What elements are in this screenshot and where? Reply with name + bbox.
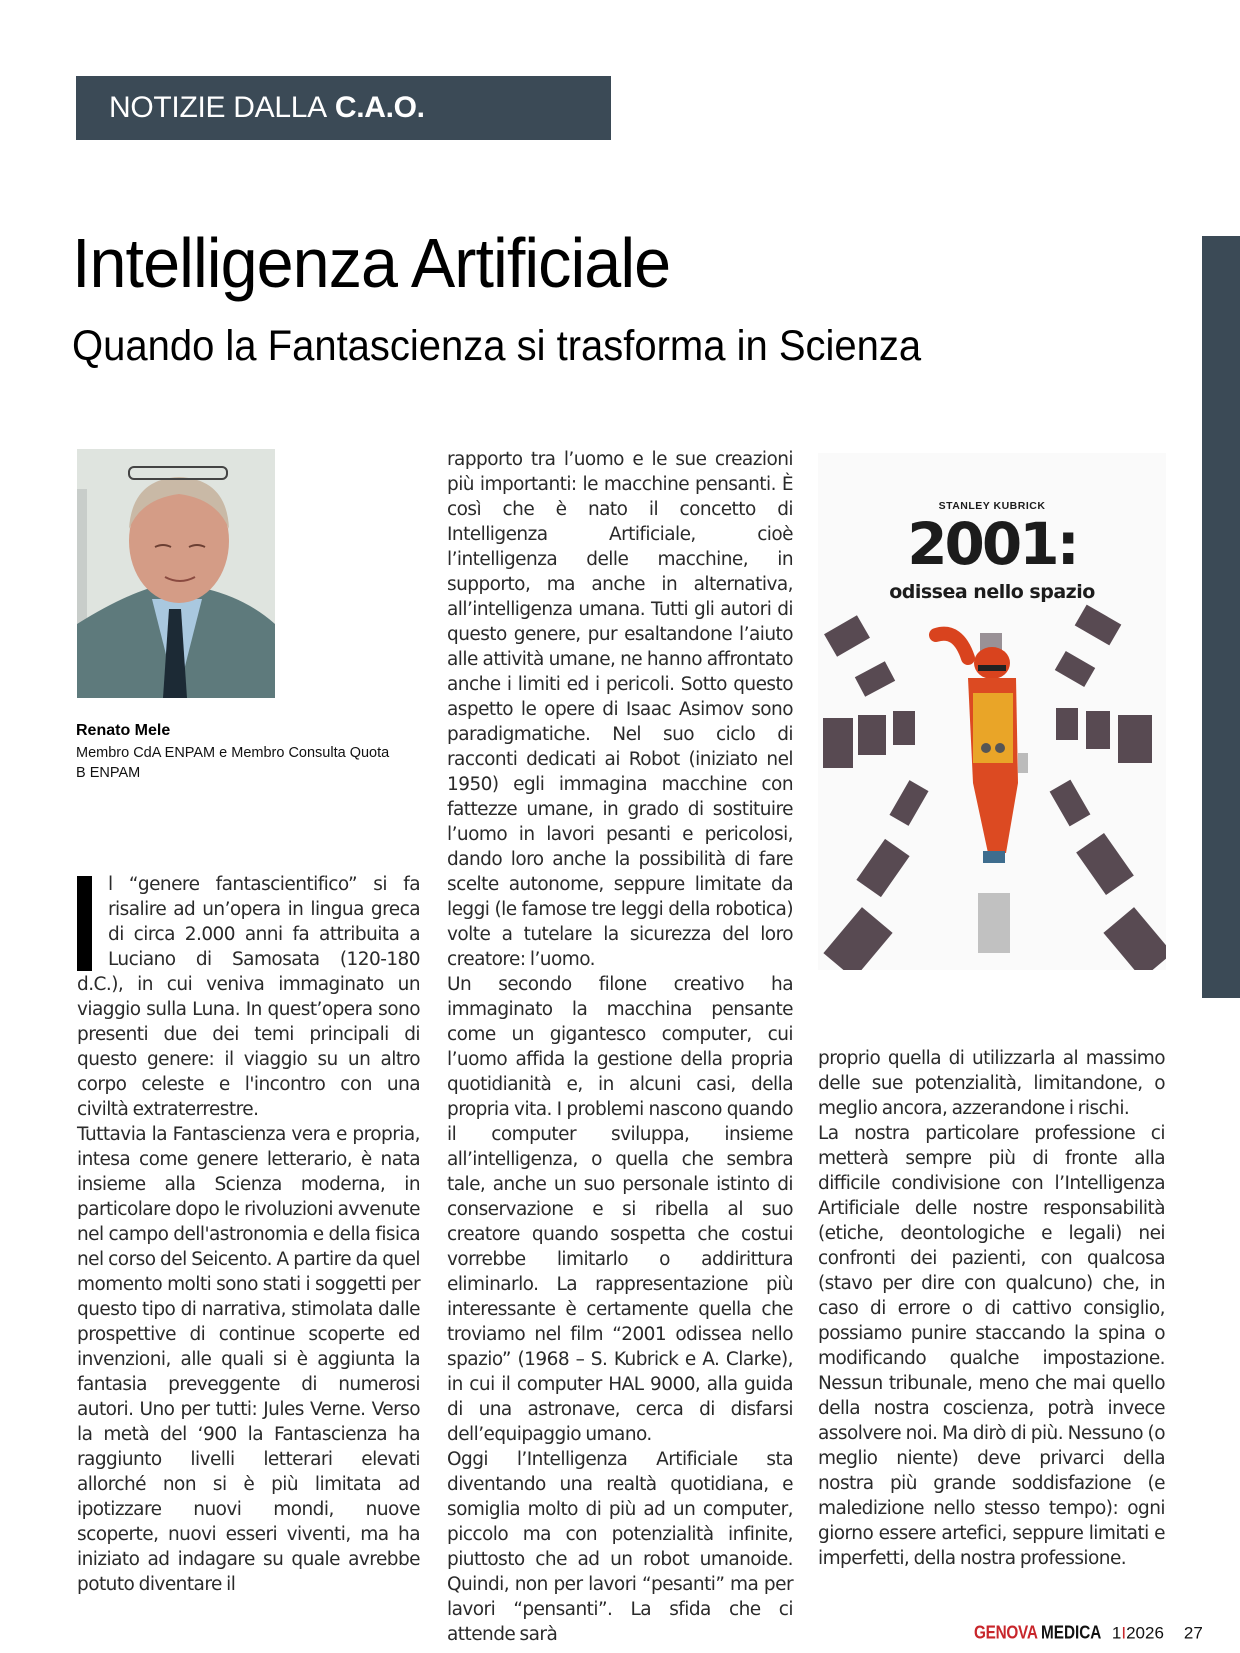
section-highlight: C.A.O. <box>334 91 425 124</box>
body-column-2 <box>447 447 793 1647</box>
paragraph: rapporto tra l’uomo e le sue creazioni più importanti: le macchine pensanti. È così che è nato il concetto di Intelligenza Artificiale, cioè l’intelligenza delle macchine, in supporto, ma anche in alternativa, all’intelligenza umana. Tutti gli autori di questo genere, pur esaltandone l’aiuto alle attività umane, ne hanno affrontato anche i limiti ed i pericoli. Sotto questo aspetto le opere di Isaac Asimov sono paradigmatiche. Nel suo ciclo di racconti dedicati ai Robot (iniziato nel 1950) egli immagina macchine con fattezze umane, in grado di sostituire l’uomo in lavori pesanti e pericolosi, dando loro anche la possibilità di fare scelte autonome, seppure limitate da leggi (le famose tre leggi della robotica) volte a tutelare la sicurezza del loro creatore: l’uomo. <box>447 449 793 970</box>
footer-brand-medica: MEDICA <box>1040 1622 1102 1643</box>
author-role: Membro CdA ENPAM e Membro Consulta Quota B ENPAM <box>76 745 390 781</box>
body-column-1 <box>77 872 420 1597</box>
paragraph: Un secondo filone creativo ha immaginato la macchina pensante come un gigantesco computer, cui l’uomo affida la gestione della propria quotidianità e, in alcuni casi, della propria vita. I problemi nascono quando il computer sviluppa, insieme all’intelligenza, o quella che sembra tale, anche un suo personale istinto di conservazione e si ribella al suo creatore quando sospetta che costui vorrebbe limitarlo o addirittura eliminarlo. La rappresentazione più interessante è certamente quella che troviamo nel film “2001 odissea nello spazio” (1968 – S. Kubrick e A. Clarke), in cui il computer HAL 9000, alla guida di una astronave, cerca di disfarsi dell’equipaggio umano. <box>447 974 793 1445</box>
side-color-tab <box>1202 236 1240 998</box>
author-name: Renato Mele <box>76 722 171 739</box>
poster-title: 2001: <box>907 510 1077 578</box>
footer-brand-genova: GENOVA <box>974 1622 1038 1643</box>
paragraph: Tuttavia la Fantascienza vera e propria, intesa come genere letterario, è nata insieme alla Scienza moderna, in particolare dopo le rivoluzioni avvenute nel campo dell'astronomia e della fisica nel corso del Seicento. A partire da quel momento molti sono stati i soggetti per questo tipo di narrativa, stimolata dalle prospettive di continue scoperte ed invenzioni, alle quali si è aggiunta la fantasia preveggente di numerosi autori. Uno per tutti: Jules Verne. Verso la metà del ‘900 la Fantascienza ha raggiunto livelli letterari elevati allorché non si è più limitata ad ipotizzare nuovi mondi, nuove scoperte, nuovi esseri viventi, ma ha iniziato ad indagare su quale avrebbe potuto diventare il <box>77 1124 420 1595</box>
paragraph: La nostra particolare professione ci metterà sempre più di fronte alla difficile condivisione con l’Intelligenza Artificiale delle nostre responsabilità (etiche, deontologiche e legali) nei confronti dei pazienti, con qualcosa (stavo per dire con qualcuno) che, in caso di errore o di cattivo consiglio, possiamo punire staccando la spina o modificando qualche impostazione. Nessun tribunale, meno che mai quello della nostra coscienza, potrà invece assolvere noi. Ma dirò di più. Nessuno (o meglio niente) deve privarci della nostra più grande soddisfazione (e maledizione nello stesso tempo): ogni giorno essere artefici, seppure limitati e imperfetti, della nostra professione. <box>818 1123 1165 1569</box>
issue-year: 2026 <box>1126 1623 1164 1642</box>
issue-number: 1 <box>1111 1623 1122 1642</box>
footer-issue <box>1112 1623 1164 1643</box>
poster-director: STANLEY KUBRICK <box>938 500 1046 512</box>
portrait-image <box>77 449 275 698</box>
article-title: Intelligenza Artificiale <box>72 224 671 302</box>
drop-cap-I <box>77 876 92 971</box>
poster-subtitle: odissea nello spazio <box>889 581 1095 603</box>
page-footer <box>974 1623 1203 1644</box>
issue-separator: I <box>1121 1623 1127 1642</box>
paragraph: Oggi l’Intelligenza Artificiale sta diventando una realtà quotidiana, e somiglia molto di più ad un computer, piccolo ma con potenzialità infinite, piuttosto che ad un robot umanoide. Quindi, non per lavori “pesanti” ma per lavori “pensanti”. La sfida che ci attende sarà <box>447 1449 793 1645</box>
section-header <box>76 76 611 140</box>
body-column-3 <box>818 1046 1165 1571</box>
paragraph: l “genere fantascientifico” si fa risalire ad un’opera in lingua greca di circa 2.000 anni fa attribuita a Luciano di Samosata (120-180 d.C.), in cui veniva immaginato un viaggio sulla Luna. In quest’opera sono presenti due dei temi principali di questo genere: il viaggio su un altro corpo celeste e l'incontro con una civiltà extraterrestre. <box>77 874 420 1120</box>
author-photo <box>77 449 275 698</box>
paragraph: proprio quella di utilizzarla al massimo delle sue potenzialità, limitandone, o meglio ancora, azzerandone i rischi. <box>818 1048 1165 1119</box>
section-prefix: NOTIZIE DALLA <box>109 91 327 124</box>
film-poster-2001 <box>818 453 1166 970</box>
page-number: 27 <box>1183 1623 1203 1642</box>
article-subtitle: Quando la Fantascienza si trasforma in Scienza <box>72 322 922 370</box>
